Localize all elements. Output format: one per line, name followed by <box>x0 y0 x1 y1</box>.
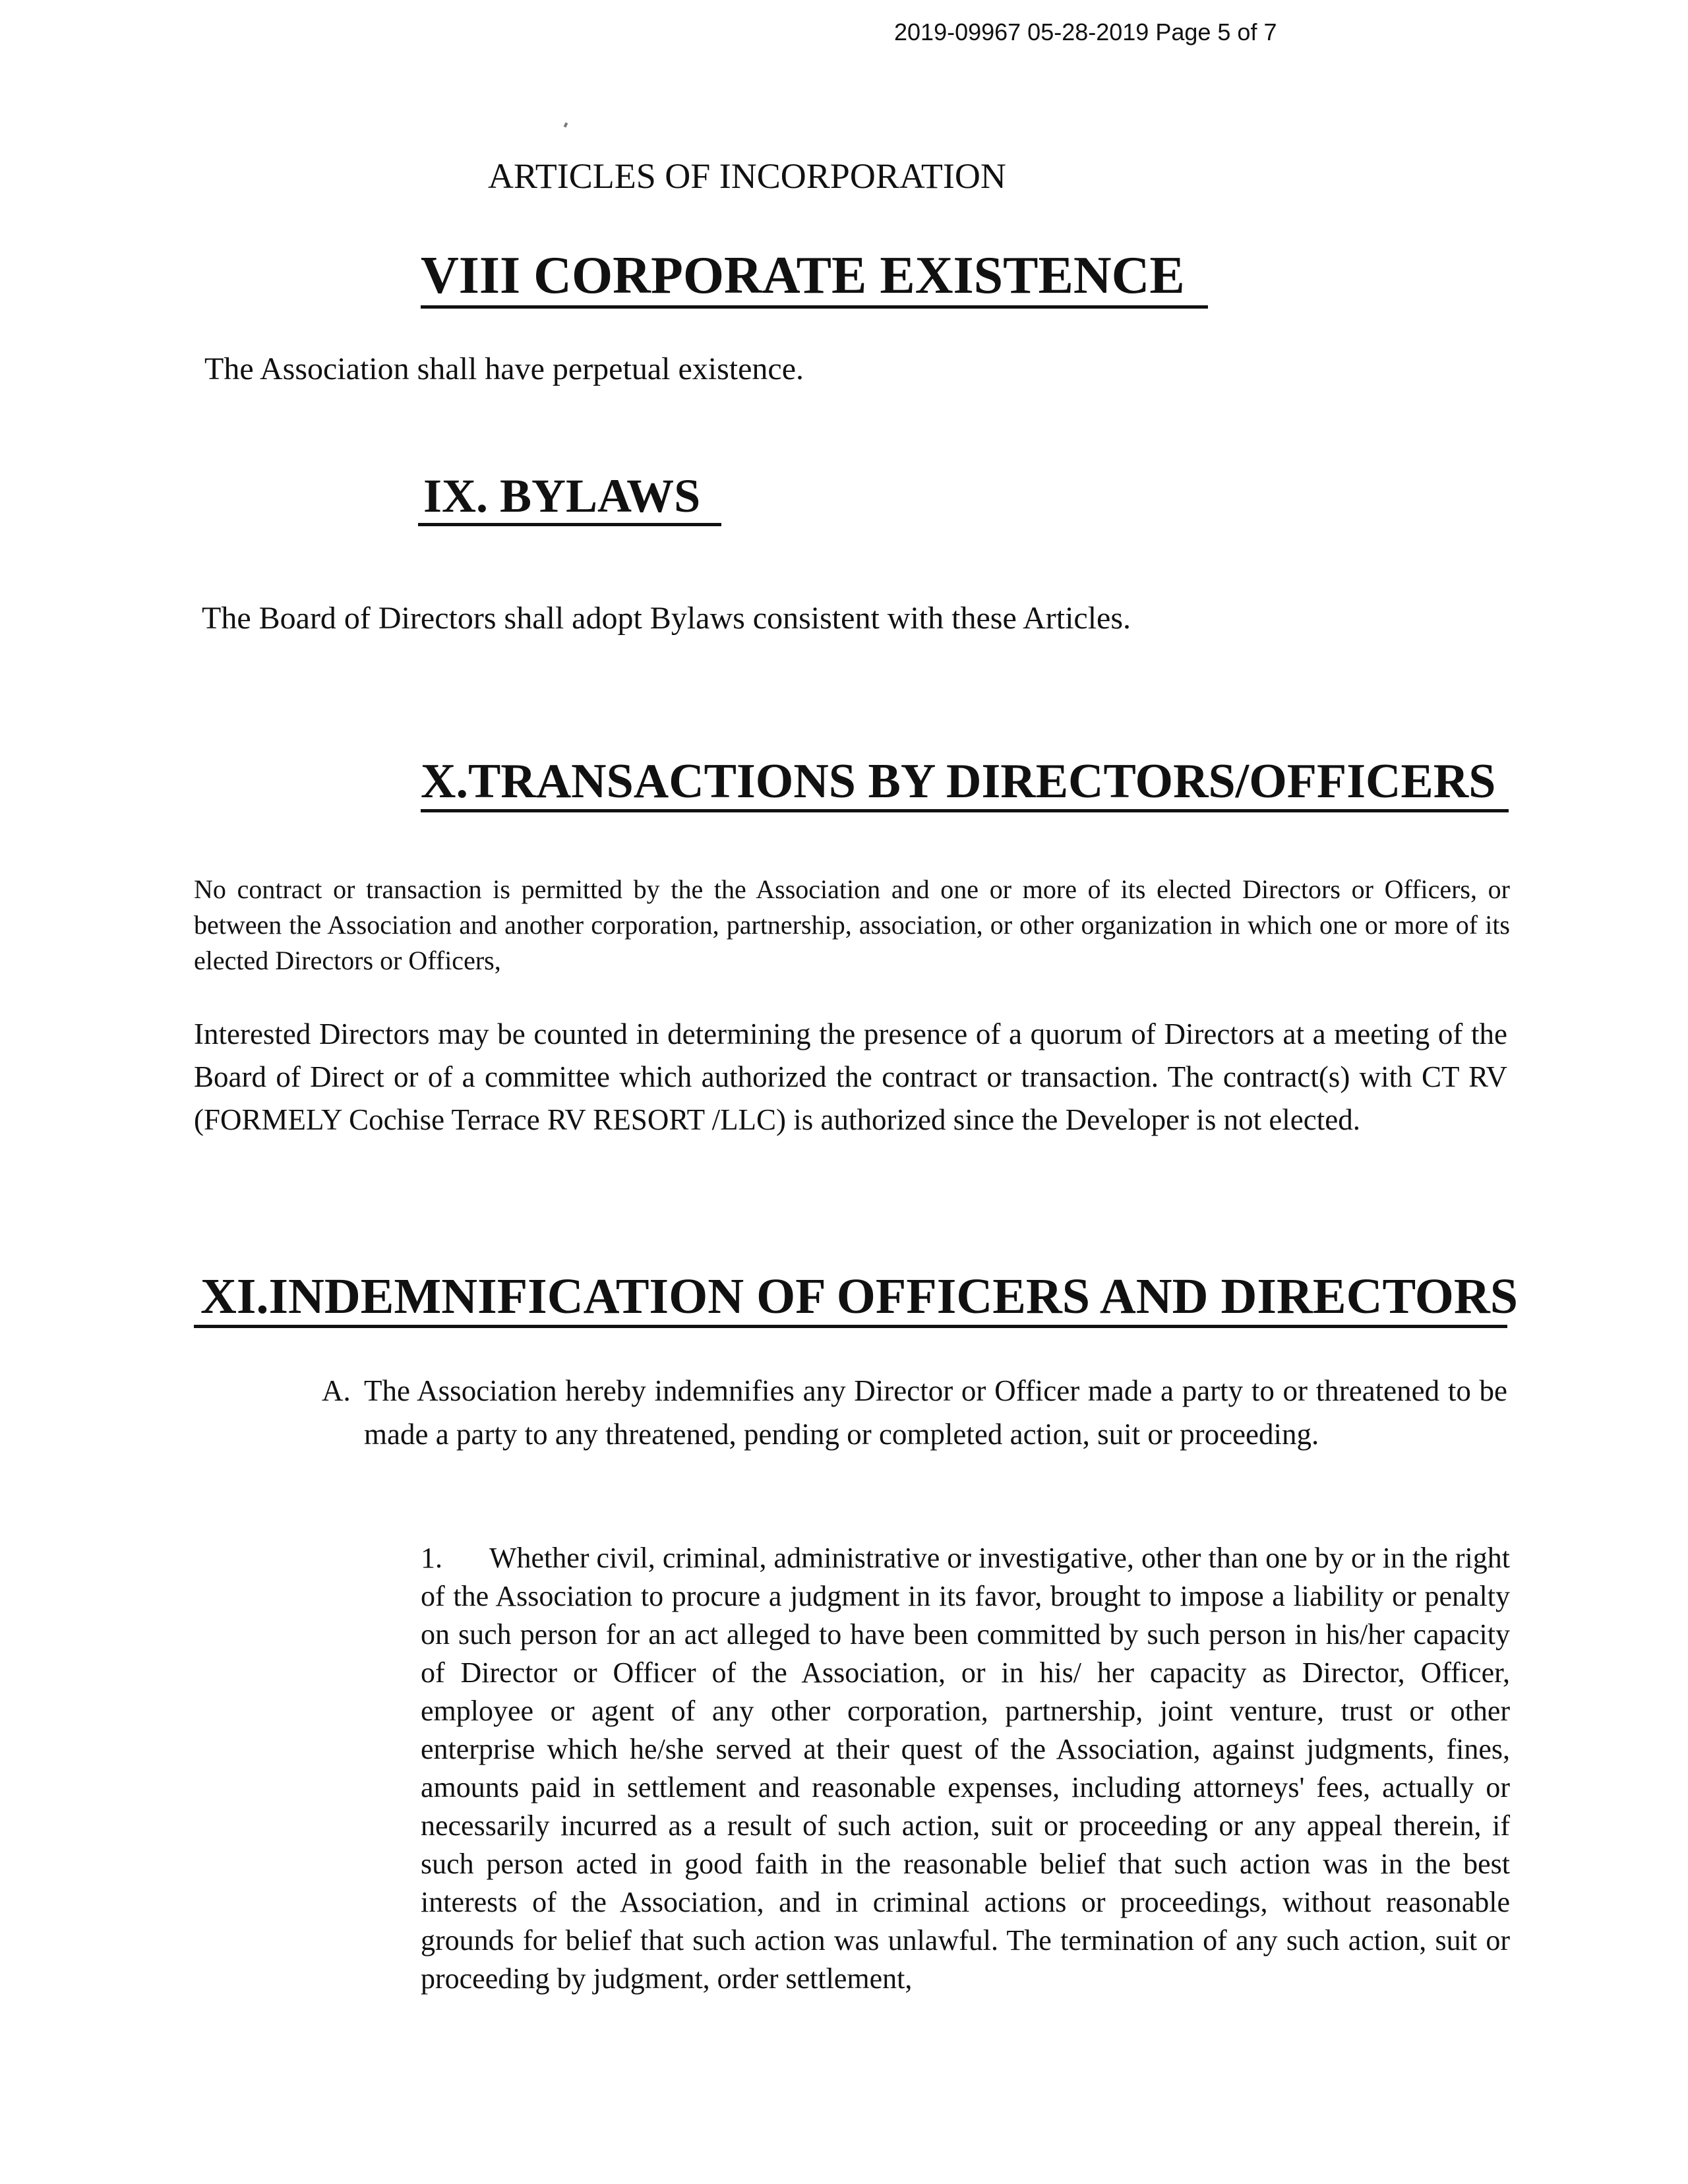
filing-stamp: 2019-09967 05-28-2019 Page 5 of 7 <box>894 18 1277 46</box>
item-a-label: A. <box>322 1374 351 1407</box>
document-title: ARTICLES OF INCORPORATION <box>488 156 1006 196</box>
section-viii-text: The Association shall have perpetual existence. <box>204 351 804 386</box>
section-x-heading-text: X.TRANSACTIONS BY DIRECTORS/OFFICERS <box>421 754 1496 808</box>
section-x-heading <box>421 754 1496 808</box>
section-x-paragraph-2: Interested Directors may be counted in determining the presence of a quorum of Directors at a meeting of the Board of Direct or of a committee which authorized the contract or transaction. The contract(s) with CT RV (FORMELY Cochise Terrace RV RESORT /LLC) is authorized since the Developer is not elected. <box>194 1017 1507 1136</box>
section-xi-item-a <box>322 1369 1507 1456</box>
section-xi-underline <box>194 1325 1507 1328</box>
item-a-text: The Association hereby indemnifies any Director or Officer made a party to or threatened to be made a party to any threatened, pending or completed action, suit or proceeding. <box>364 1374 1507 1451</box>
section-ix-heading-text: IX. BYLAWS <box>423 470 701 522</box>
section-xi-heading-text: XI.INDEMNIFICATION OF OFFICERS AND DIRECTORS <box>200 1269 1519 1324</box>
section-ix-heading <box>423 472 700 520</box>
scan-speck <box>564 122 568 127</box>
section-xi-heading <box>200 1269 1519 1324</box>
section-x-underline <box>421 809 1509 812</box>
item-1-text: Whether civil, criminal, administrative or investigative, other than one by or in the right of the Association to procure a judgment in its favor, brought to impose a liability or penalty on such person for an act alleged to have been committed by such person in his/her capacity of Director or Officer of the Association, or in his/ her capacity as Director, Officer, employee or agent of any other corporation, partnership, joint venture, trust or other enterprise which he/she served at their quest of the Association, against judgments, fines, amounts paid in settlement and reasonable expenses, including attorneys' fees, actually or necessarily incurred as a result of such action, suit or proceeding or any appeal therein, if such person acted in good faith in the reasonable belief that such action was in the best interests of the Association, and in criminal actions or proceedings, without reasonable grounds for belief that such action was unlawful. The termination of any such action, suit or proceeding by judgment, order settlement, <box>421 1542 1510 1995</box>
section-viii-heading-text: VIII CORPORATE EXISTENCE <box>421 247 1185 305</box>
section-ix-text: The Board of Directors shall adopt Bylaws consistent with these Articles. <box>202 601 1131 636</box>
section-ix-underline <box>418 523 721 526</box>
section-x-paragraph-1: No contract or transaction is permitted by the the Association and one or more of its elected Directors or Officers, or between the Association and another corporation, partnership, association, or other organization in which one or more of its elected Directors or Officers, <box>194 874 1510 975</box>
section-viii-heading <box>421 247 1185 305</box>
section-viii-underline <box>421 305 1208 309</box>
item-1-number: 1. <box>421 1542 442 1574</box>
section-xi-item-1 <box>421 1539 1510 1998</box>
